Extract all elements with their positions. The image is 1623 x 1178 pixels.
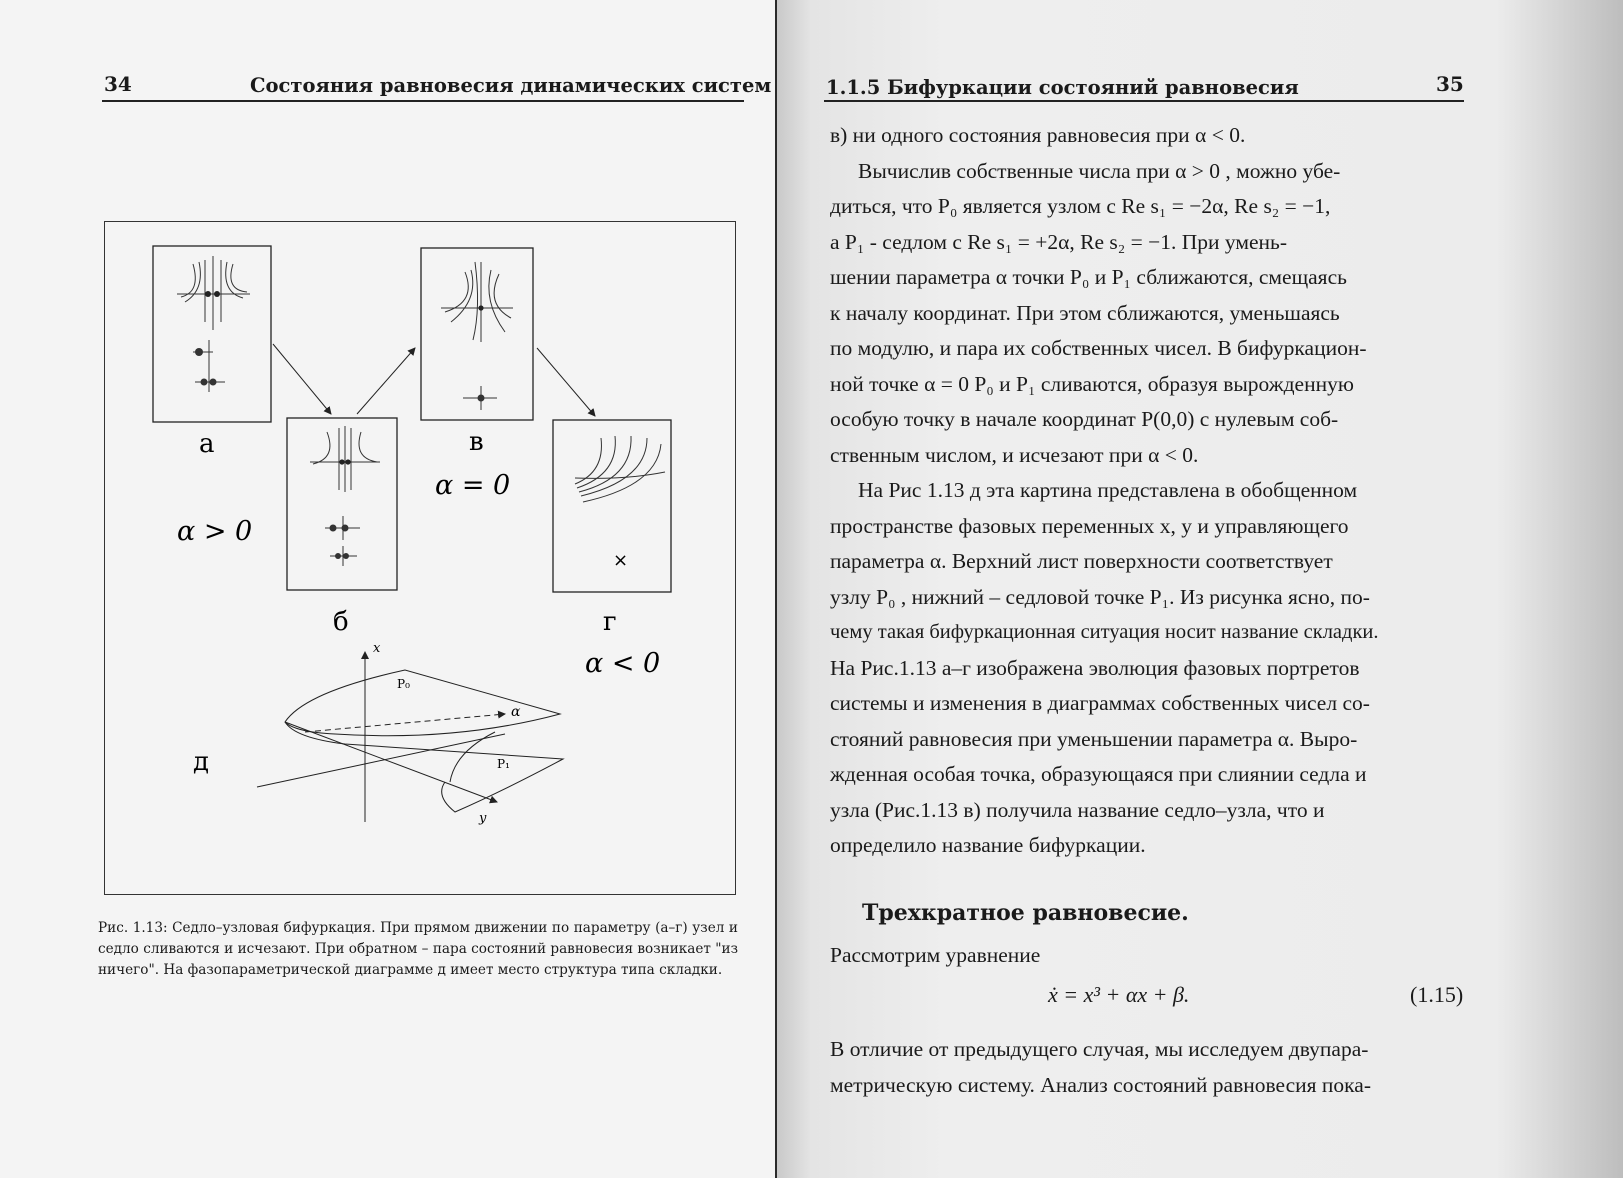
equation: ẋ = x³ + αx + β. [1048, 982, 1190, 1007]
panel-g-cross-mark: × [613, 550, 629, 571]
text-line: пространстве фазовых переменных x, y и управляющего [830, 513, 1349, 538]
text-line: определило название бифуркации. [830, 833, 1146, 857]
text-line: Вычислив собственные числа при α > 0 , можно убе- [858, 158, 1341, 183]
text-line: жденная особая точка, образующаяся при слиянии седла и [830, 762, 1367, 786]
text-line: особую точку в начале координат P(0,0) с нулевым соб- [830, 407, 1339, 431]
figure-drawing [105, 222, 735, 894]
text-line: к началу координат. При этом сближаются, уменьшаясь [830, 300, 1340, 325]
panel-label-d: д [193, 747, 210, 777]
text-line: На Рис 1.13 д эта картина представлена в обобщенном [858, 478, 1358, 502]
text-line: а P₁ - седлом с Re s₁ = +2α, Re s₂ = −1. При умень- [830, 229, 1288, 254]
text-line: в) ни одного состояния равновесия при α < 0. [830, 123, 1246, 147]
text-line: узла (Рис.1.13 в) получила название седло–узла, что и [830, 797, 1325, 822]
right-body-text [830, 118, 1470, 864]
axis-x-label: x [373, 641, 381, 656]
axis-y-label: y [479, 811, 487, 826]
text-line: стояний равновесия при уменьшении параметра α. Выро- [830, 726, 1358, 751]
left-page [0, 0, 775, 1178]
intro-line: Рассмотрим уравнение [830, 943, 1041, 967]
point-p0-label: P₀ [397, 677, 410, 691]
text-line: На Рис.1.13 а–г изображена эволюция фазовых портретов [830, 655, 1360, 680]
text-line: по модулю, и пара их собственных чисел. В бифуркацион- [830, 336, 1367, 360]
panel-label-a: а [199, 429, 215, 459]
left-page-number: 34 [104, 72, 132, 96]
alpha-less-label: α < 0 [585, 648, 661, 679]
text-line: параметра α. Верхний лист поверхности соответствует [830, 549, 1333, 573]
panel-a-phase-portrait [153, 246, 271, 422]
text-line: диться, что P₀ является узлом с Re s₁ = −2α, Re s₂ = −1, [830, 194, 1331, 218]
panel-label-b: б [333, 607, 349, 637]
text-line: ственным числом, и исчезают при α < 0. [830, 442, 1199, 467]
text-line: шении параметра α точки P₀ и P₁ сближаются, смещаясь [830, 265, 1347, 289]
text-line: системы и изменения в диаграммах собственных чисел со- [830, 691, 1370, 715]
text-line: В отличие от предыдущего случая, мы исследуем двупара- [830, 1037, 1369, 1061]
section-title: Трехкратное равновесие. [862, 900, 1189, 926]
panel-label-g: г [603, 607, 617, 637]
right-body-text-end [830, 1032, 1470, 1103]
alpha-equal-label: α = 0 [435, 470, 511, 501]
arrow-a-to-b [273, 344, 331, 414]
right-page-number: 35 [1436, 72, 1464, 96]
figure-caption: Рис. 1.13: Седло–узловая бифуркация. При прямом движении по параметру (а–г) узел и седло сливаются и исчезают. При обратном – пара состояний равновесия возникает "из ничего". На фазопараметрической диаграмме д имеет место структура типа складки. [98, 920, 738, 978]
text-line: метрическую систему. Анализ состояний равновесия пока- [830, 1072, 1371, 1097]
panel-g-phase-portrait [553, 420, 671, 592]
left-head-rule [102, 100, 744, 102]
text-line: узлу P₀ , нижний – седловой точке P₁. Из рисунка ясно, по- [830, 584, 1370, 609]
figure-1-13 [104, 221, 736, 895]
text-line: чему такая бифуркационная ситуация носит название складки. [830, 621, 1379, 643]
point-p1-label: P₁ [497, 757, 510, 771]
panel-d-fold-diagram [257, 652, 563, 822]
text-line: ной точке α = 0 P₀ и P₁ сливаются, образуя вырожденную [830, 371, 1354, 396]
right-section-head: 1.1.5 Бифуркации состояний равновесия [826, 76, 1299, 99]
right-head-rule [824, 100, 1464, 102]
left-running-head: Состояния равновесия динамических систем [250, 74, 772, 97]
panel-label-v: в [469, 427, 484, 457]
equation-number: (1.15) [1410, 982, 1464, 1007]
panel-v-phase-portrait [421, 248, 533, 420]
alpha-greater-label: α > 0 [177, 516, 253, 547]
arrow-b-to-v [357, 348, 415, 414]
arrow-v-to-g [537, 348, 595, 416]
panel-b-phase-portrait [287, 418, 397, 590]
axis-alpha-label: α [511, 704, 521, 720]
